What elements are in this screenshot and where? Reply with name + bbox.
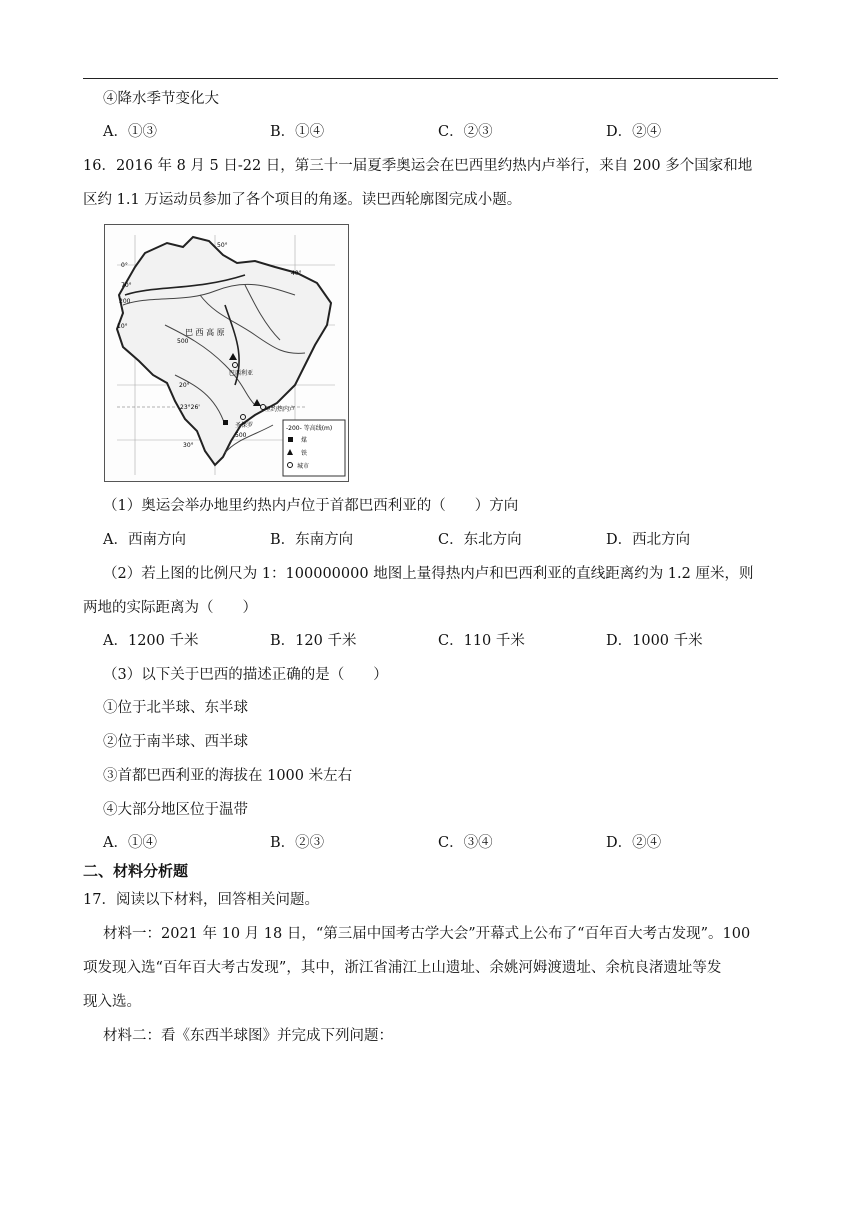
- q17-stem: 17．阅读以下材料，回答相关问题。: [83, 892, 319, 908]
- q15-item-4: ④降水季节变化大: [103, 91, 219, 107]
- q16-sub1-option-d: D．西北方向: [606, 532, 691, 548]
- q16-sub3-option-c: C．③④: [438, 835, 493, 851]
- q16-sub3-item-4: ④大部分地区位于温带: [103, 802, 248, 818]
- q16-sub1-option-a: A．西南方向: [103, 532, 186, 548]
- header-rule: [83, 78, 778, 79]
- q16-sub2-question-line1: （2）若上图的比例尺为 1：100000000 地图上量得热内卢和巴西利亚的直线距离约为 1.2 厘米，则: [103, 566, 754, 582]
- contour-label-500b: 500: [235, 432, 247, 439]
- region-label: 巴 西 高 原: [185, 328, 225, 337]
- q17-material2: 材料二：看《东西半球图》并完成下列问题：: [103, 1028, 393, 1044]
- q16-sub3-item-1: ①位于北半球、东半球: [103, 700, 248, 716]
- q15-option-d: D．②④: [606, 124, 662, 140]
- lon-label-70: 70°: [121, 282, 132, 289]
- q16-sub3-item-2: ②位于南半球、西半球: [103, 734, 248, 750]
- q17-material1-line2: 项发现入选“百年百大考古发现”，其中，浙江省浦江上山遗址、余姚河姆渡遗址、余杭良渚遗址等发: [83, 960, 722, 976]
- q16-sub3-option-b: B．②③: [270, 835, 325, 851]
- q16-sub1-question: （1）奥运会举办地里约热内卢位于首都巴西利亚的（ ）方向: [103, 498, 519, 514]
- q16-sub2-option-b: B．120 千米: [270, 633, 357, 649]
- legend-iron: 铁: [301, 450, 308, 457]
- q16-sub1-option-c: C．东北方向: [438, 532, 522, 548]
- city-rio: 里约热内卢: [265, 406, 296, 413]
- section2-title: 二、材料分析题: [83, 862, 189, 880]
- legend-contour: -200- 等高线(m): [286, 425, 333, 432]
- q15-option-a: A．①③: [103, 124, 157, 140]
- legend-city: 城市: [297, 463, 310, 470]
- q16-sub3-item-3: ③首都巴西利亚的海拔在 1000 米左右: [103, 768, 353, 784]
- q17-material1-line1: 材料一：2021 年 10 月 18 日，“第三届中国考古学大会”开幕式上公布了“百年百大考古发现”。100: [103, 926, 751, 942]
- q16-sub2-option-d: D．1000 千米: [606, 633, 703, 649]
- city-saopaulo: 圣保罗: [235, 422, 254, 429]
- lon-label-40: 40°: [291, 270, 302, 277]
- q15-option-c: C．②③: [438, 124, 493, 140]
- q16-sub2-option-a: A．1200 千米: [103, 633, 199, 649]
- contour-label-200: 200: [119, 298, 131, 305]
- lat-label-tropic: 23°26': [180, 404, 200, 411]
- lon-label-50: 50°: [217, 242, 228, 249]
- q16-sub2-question-line2: 两地的实际距离为（ ）: [83, 600, 257, 616]
- city-brasilia: 巴西利亚: [229, 370, 254, 377]
- lat-label-10: 10°: [117, 323, 128, 330]
- q16-sub3-option-d: D．②④: [606, 835, 662, 851]
- lat-label-0: 0°: [121, 262, 128, 269]
- contour-label-500a: 500: [177, 338, 189, 345]
- brazil-map: [104, 224, 349, 482]
- q16-sub2-option-c: C．110 千米: [438, 633, 525, 649]
- q16-sub3-question: （3）以下关于巴西的描述正确的是（ ）: [103, 667, 388, 683]
- q16-stem-line1: 16．2016 年 8 月 5 日-22 日，第三十一届夏季奥运会在巴西里约热内卢举行，来自 200 多个国家和地: [83, 158, 753, 174]
- q16-sub3-option-a: A．①④: [103, 835, 157, 851]
- q15-option-b: B．①④: [270, 124, 325, 140]
- q16-stem-line2: 区约 1.1 万运动员参加了各个项目的角逐。读巴西轮廓图完成小题。: [83, 192, 522, 208]
- q17-material1-line3: 现入选。: [83, 994, 141, 1010]
- lat-label-30: 30°: [183, 442, 194, 449]
- lat-label-20: 20°: [179, 382, 190, 389]
- q16-sub1-option-b: B．东南方向: [270, 532, 354, 548]
- legend-coal: 煤: [301, 437, 308, 444]
